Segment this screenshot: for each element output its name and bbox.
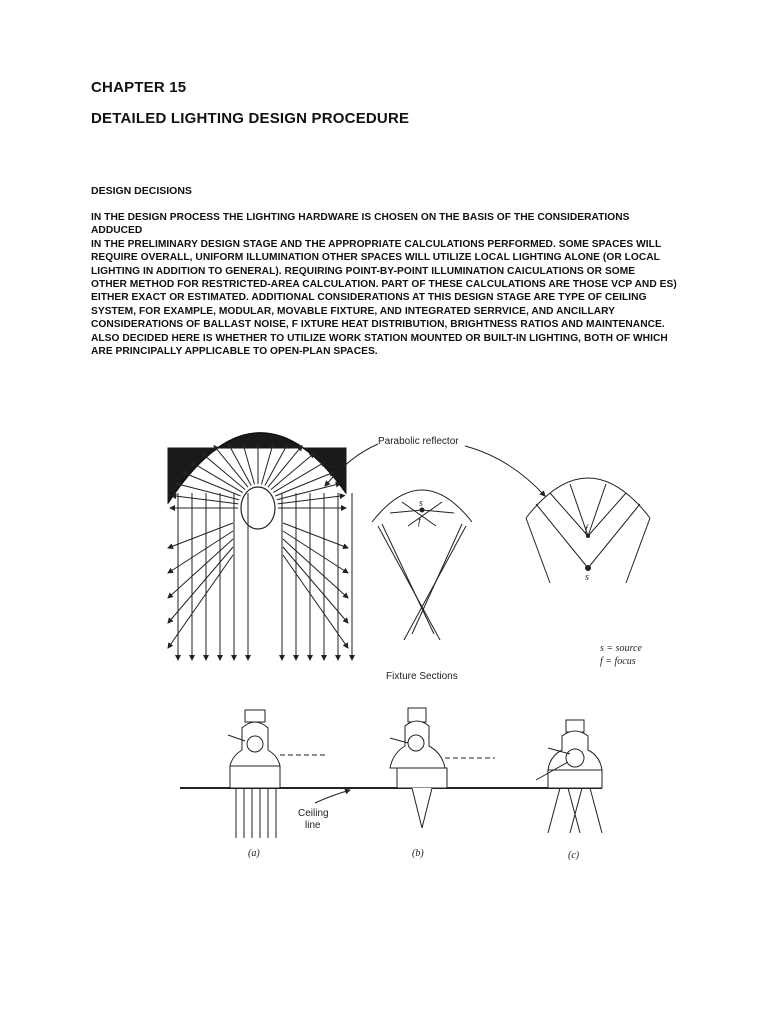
chapter-number: CHAPTER 15: [91, 79, 187, 96]
ceiling-leader: [315, 790, 350, 803]
lighting-fixture-figure: [150, 398, 670, 878]
legend-source: s = source: [600, 643, 642, 654]
label-leaders: [325, 444, 545, 496]
body-line: IN THE DESIGN PROCESS THE LIGHTING HARDWARE IS CHOSEN ON THE BASIS OF THE CONSIDERATIONS ADDUCED: [91, 212, 630, 237]
body-line: SYSTEM, FOR EXAMPLE, MODULAR, MOVABLE FIXTURE, AND INTEGRATED SERRVICE, AND ANCILLARY: [91, 305, 616, 317]
section-heading: DESIGN DECISIONS: [91, 185, 192, 197]
body-paragraph: [91, 211, 681, 358]
mark-focus-2: f: [585, 524, 588, 535]
body-line: REQUIRE OVERALL, UNIFORM ILLUMINATION OTHER SPACES WILL UTILIZE LOCAL LIGHTING ALONE (OR LOCAL: [91, 252, 660, 264]
mark-focus-1: f: [418, 516, 421, 527]
fixture-diagram: [150, 398, 670, 878]
mark-source-2: s: [585, 572, 589, 583]
caption-a: (a): [248, 848, 260, 859]
body-line: CONSIDERATIONS OF BALLAST NOISE, F IXTURE HEAT DISTRIBUTION, BRIGHTNESS RATIOS AND MAINTENANCE.: [91, 319, 665, 331]
body-line: OTHER METHOD FOR RESTRICTED-AREA CALCULATION. PART OF THESE CALCULATIONS ARE THOSE VCP AND ES): [91, 279, 677, 291]
mark-source-1: s: [419, 498, 423, 509]
body-line: EITHER EXACT OR ESTIMATED. ADDITIONAL CONSIDERATIONS AT THIS DESIGN STAGE ARE TYPE OF CEILING: [91, 292, 647, 304]
light-ray: [261, 443, 273, 484]
legend-focus: f = focus: [600, 656, 636, 667]
light-ray: [201, 453, 245, 490]
light-ray: [265, 443, 288, 485]
lamp-ellipse: [241, 487, 275, 529]
parabolic-reflector-rays-diagram: [168, 433, 352, 660]
body-line: ALSO DECIDED HERE IS WHETHER TO UTILIZE WORK STATION MOUNTED OR BUILT-IN LIGHTING, BOTH OF WHICH: [91, 332, 668, 344]
ceiling-line-label-2: line: [305, 820, 321, 831]
light-ray: [271, 453, 315, 490]
light-ray: [191, 462, 243, 493]
light-ray: [214, 446, 248, 488]
light-ray: [228, 443, 251, 485]
body-line: LIGHTING IN ADDITION TO GENERAL). REQUIRING POINT-BY-POINT ILLUMINATION CAICULATIONS OR SOME: [91, 265, 636, 277]
light-ray: [268, 446, 302, 488]
reflector-section-diagram-2: [526, 478, 650, 583]
light-ray: [243, 443, 255, 484]
fixture-section-b: [390, 708, 495, 828]
caption-b: (b): [412, 848, 424, 859]
parabolic-reflector-label: Parabolic reflector: [378, 436, 459, 447]
fixture-section-c: [536, 720, 602, 833]
document-title: DETAILED LIGHTING DESIGN PROCEDURE: [91, 110, 410, 127]
light-ray: [273, 462, 325, 493]
reflector-section-diagram-1: [372, 490, 472, 640]
caption-c: (c): [568, 850, 580, 861]
body-line: ARE PRINCIPALLY APPLICABLE TO OPEN-PLAN SPACES.: [91, 346, 378, 358]
ceiling-line-label-1: Ceiling: [298, 808, 329, 819]
fixture-sections-label: Fixture Sections: [386, 671, 458, 682]
body-line: IN THE PRELIMINARY DESIGN STAGE AND THE APPROPRIATE CALCULATIONS PERFORMED. SOME SPACES WILL: [91, 238, 662, 250]
